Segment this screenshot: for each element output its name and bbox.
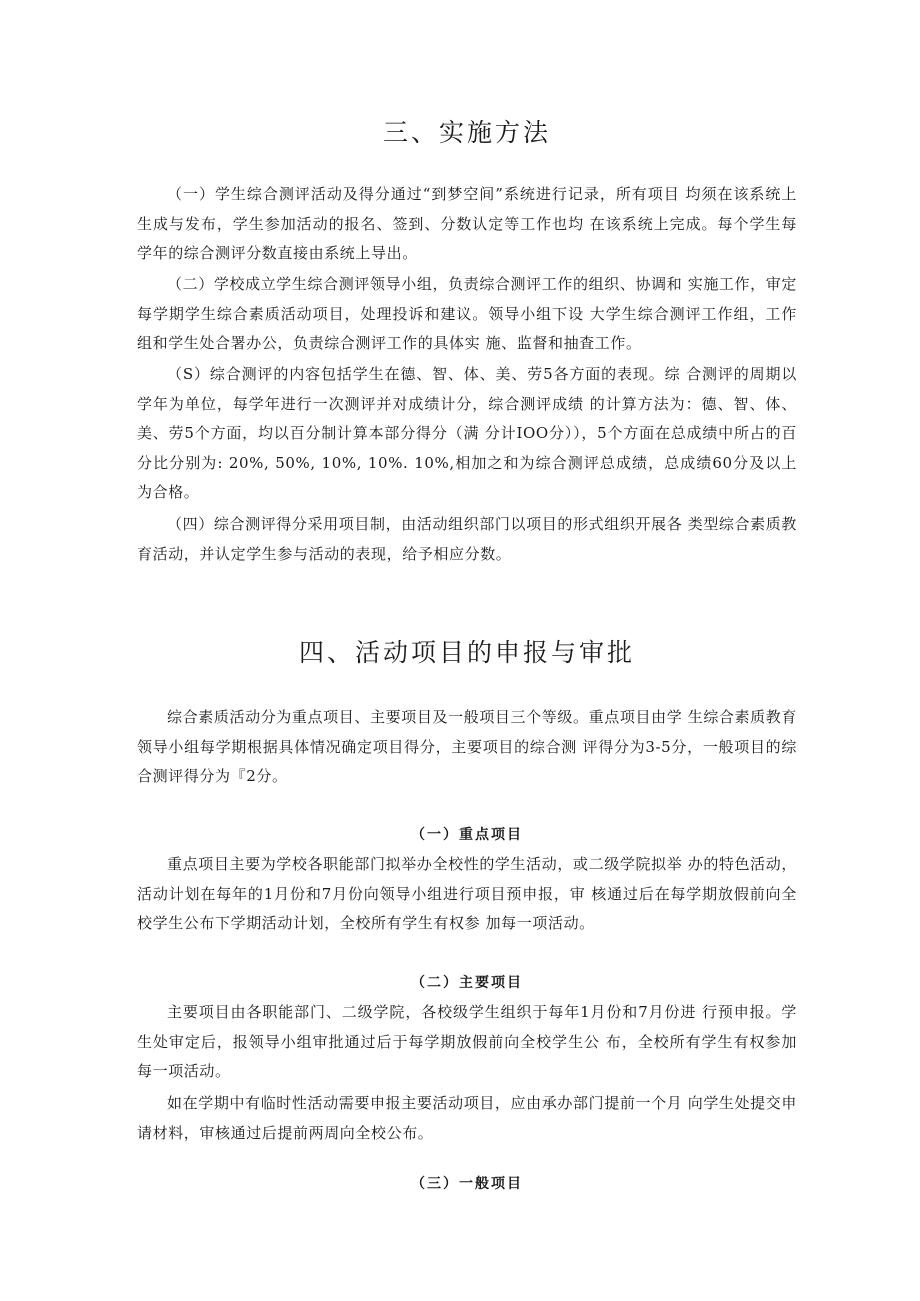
paragraph-key-projects: 重点项目主要为学校各职能部门拟举办全校性的学生活动，或二级学院拟举 办的特色活动，活动计划在每年的1月份和7月份向领导小组进行项目预申报，审 核通过后在每学期放假前向全校学生公布下学期活动计划，全校所有学生有权参 加每一项活动。 [137, 855, 797, 932]
section-heading-implementation: 三、实施方法 [382, 118, 551, 147]
paragraph-3-1: （一）学生综合测评活动及得分通过“到梦空间”系统进行记录，所有项目 均须在该系统上生成与发布，学生参加活动的报名、签到、分数认定等工作也均 在该系统上完成。每个学生每学年的综合测评分数直接由系统上导出。 [137, 185, 797, 262]
subheading-general-projects: （三）一般项目 [411, 1176, 523, 1192]
paragraph-4-intro: 综合素质活动分为重点项目、主要项目及一般项目三个等级。重点项目由学 生综合素质教育领导小组每学期根据具体情况确定项目得分，主要项目的综合测 评得分为3-5分，一般项目的综合测评得分为『2分。 [137, 708, 797, 785]
paragraph-3-3: （S）综合测评的内容包括学生在德、智、体、美、劳5各方面的表现。综 合测评的周期以学年为单位，每学年进行一次测评并对成绩计分，综合测评成绩 的计算方法为：德、智、体、美、劳5个方面，均以百分制计算本部分得分（满 分计IOO分）），5个方面在总成绩中所占的百分比分别为: 20%, 50%, 10%, 10%. 10%,相加之和为综合测评总成绩，总成绩60分及以上为合格。 [137, 365, 797, 501]
paragraph-3-2: （二）学校成立学生综合测评领导小组，负责综合测评工作的组织、协调和 实施工作，审定每学期学生综合素质活动项目，处理投诉和建议。领导小组下设 大学生综合测评工作组，工作组和学生处合署办公，负责综合测评工作的具体实 施、监督和抽査工作。 [137, 275, 797, 352]
section-heading-application-approval: 四、活动项目的申报与审批 [298, 638, 635, 667]
paragraph-3-4: （四）综合测评得分采用项目制，由活动组织部门以项目的形式组织开展各 类型综合素质教育活动，并认定学生参与活动的表现，给予相应分数。 [137, 515, 797, 563]
subheading-key-projects: （一）重点项目 [411, 827, 523, 843]
paragraph-main-projects-2: 如在学期中有临时性活动需要申报主要活动项目，应由承办部门提前一个月 向学生处提交申请材料，审核通过后提前两周向全校公布。 [137, 1094, 797, 1142]
subheading-main-projects: （二）主要项目 [411, 975, 523, 991]
paragraph-main-projects-1: 主要项目由各职能部门、二级学院，各校级学生组织于每年1月份和7月份进 行预申报。学生处审定后，报领导小组审批通过后于每学期放假前向全校学生公 布，全校所有学生有权参加每一项活动。 [137, 1003, 797, 1080]
